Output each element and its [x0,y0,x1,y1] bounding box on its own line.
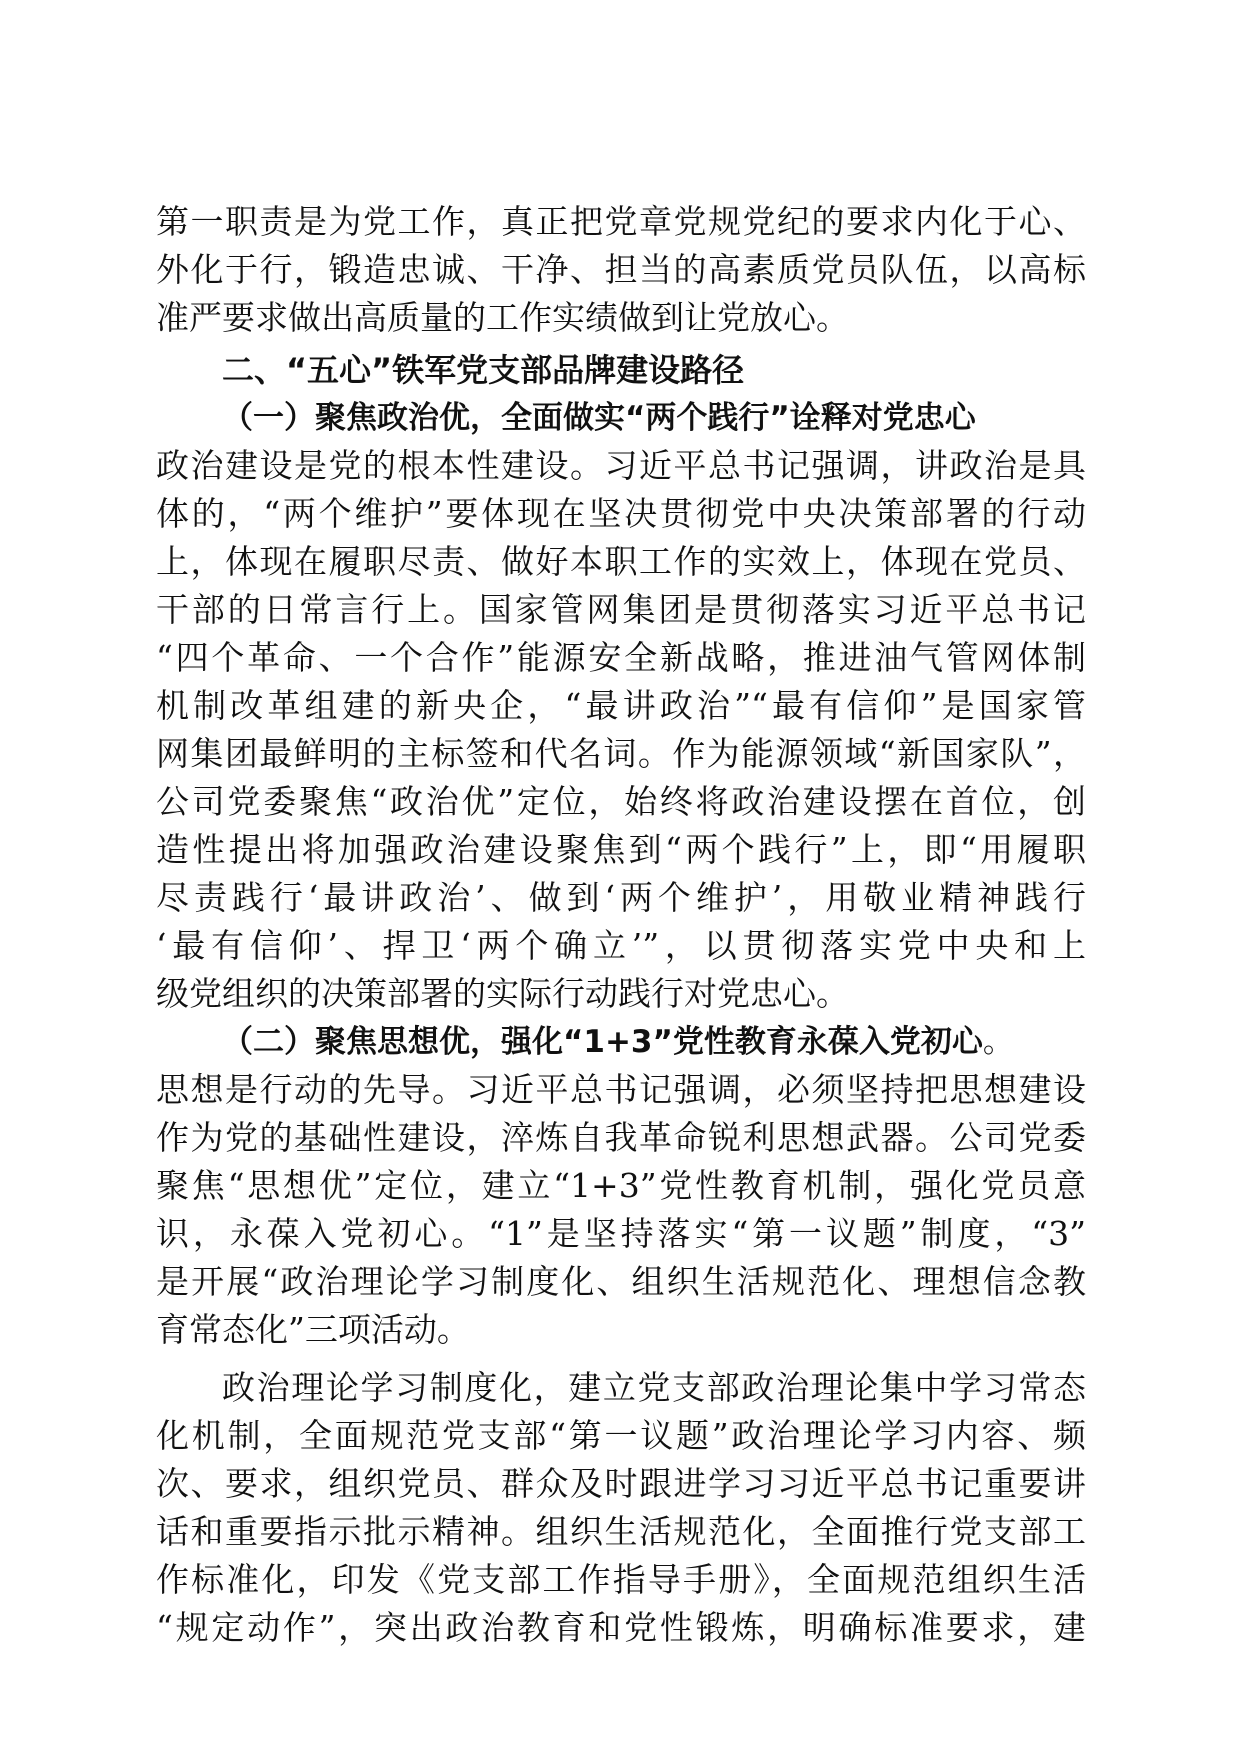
subsection-1 [156,394,1086,1018]
text-line: 造性提出将加强政治建设聚焦到“两个践行”上，即“用履职 [156,830,1086,869]
subsection-heading: （一）聚焦政治优，全面做实“两个践行”诠释对党忠心 [222,400,976,436]
subsection-heading-tail: 。 [982,1024,1014,1060]
text-line: 级党组织的决策部署的实际行动践行对党忠心。 [156,974,849,1013]
subsection-heading-bold: （二）聚焦思想优，强化“1+3”党性教育永葆入党初心 [222,1024,983,1060]
text-line: 思想是行动的先导。习近平总书记强调，必须坚持把思想建设 [156,1070,1086,1109]
text-line: 政治建设是党的根本性建设。习近平总书记强调，讲政治是具 [156,446,1086,485]
text-line: 机制改革组建的新央企，“最讲政治”“最有信仰”是国家管 [156,686,1086,725]
text-line: 外化于行，锻造忠诚、干净、担当的高素质党员队伍，以高标 [156,250,1086,289]
text-line: 政治理论学习制度化，建立党支部政治理论集中学习常态 [222,1368,1086,1407]
text-line: 第一职责是为党工作，真正把党章党规党纪的要求内化于心、 [156,202,1086,241]
text-line: 作标准化，印发《党支部工作指导手册》，全面规范组织生活 [156,1560,1086,1599]
text-line: 准严要求做出高质量的工作实绩做到让党放心。 [156,298,849,337]
text-line: 作为党的基础性建设，淬炼自我革命锐利思想武器。公司党委 [156,1118,1086,1157]
section-heading: 二、“五心”铁军党支部品牌建设路径 [222,351,745,389]
text-line: 话和重要指示批示精神。组织生活规范化，全面推行党支部工 [156,1512,1086,1551]
text-line: “规定动作”，突出政治教育和党性锻炼，明确标准要求，建 [156,1608,1086,1647]
subsection-heading [156,1018,1086,1066]
intro-paragraph [156,198,1086,342]
text-line: “四个革命、一个合作”能源安全新战略，推进油气管网体制 [156,638,1086,677]
text-line: 上，体现在履职尽责、做好本职工作的实效上，体现在党员、 [156,542,1086,581]
text-line: ‘最有信仰’、捍卫‘两个确立’”，以贯彻落实党中央和上 [156,926,1086,965]
text-line: 体的，“两个维护”要体现在坚决贯彻党中央决策部署的行动 [156,494,1086,533]
text-line: 次、要求，组织党员、群众及时跟进学习习近平总书记重要讲 [156,1464,1086,1503]
text-line: 尽责践行‘最讲政治’、做到‘两个维护’，用敬业精神践行 [156,878,1086,917]
text-line: 聚焦“思想优”定位，建立“1+3”党性教育机制，强化党员意 [156,1166,1086,1205]
subsection-2 [156,1018,1086,1354]
text-line: 干部的日常言行上。国家管网集团是贯彻落实习近平总书记 [156,590,1086,629]
text-line: 识，永葆入党初心。“1”是坚持落实“第一议题”制度，“3” [156,1214,1086,1253]
document-page [156,198,1086,1652]
text-line: 化机制，全面规范党支部“第一议题”政治理论学习内容、频 [156,1416,1086,1455]
text-line: 公司党委聚焦“政治优”定位，始终将政治建设摆在首位，创 [156,782,1086,821]
closing-paragraph [156,1364,1086,1652]
text-line: 网集团最鲜明的主标签和代名词。作为能源领域“新国家队”， [156,734,1086,773]
text-line: 育常态化”三项活动。 [156,1310,470,1349]
text-line: 是开展“政治理论学习制度化、组织生活规范化、理想信念教 [156,1262,1086,1301]
